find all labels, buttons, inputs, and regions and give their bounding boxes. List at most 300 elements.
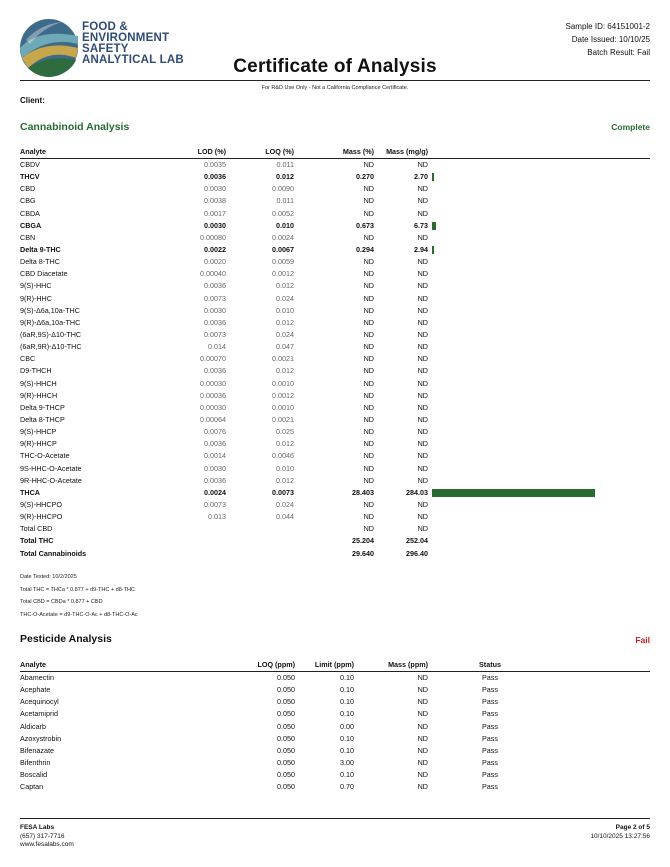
loq-value: 0.010 [276, 463, 294, 473]
cannabinoid-notes [20, 571, 138, 621]
col-analyte: Analyte [20, 147, 46, 156]
pesticide-section-title: Pesticide Analysis [20, 633, 112, 645]
cannabinoid-row [20, 450, 650, 462]
loq-value: 0.024 [276, 329, 294, 339]
cannabinoid-row [20, 280, 650, 292]
analyte-name: CBD Diacetate [20, 269, 68, 279]
mass-pct-value: ND [363, 342, 374, 352]
mass-mg-value: ND [417, 208, 428, 218]
mass-mg-value: ND [417, 232, 428, 242]
analyte-name: Acetamiprid [20, 709, 58, 719]
mass-mg-value: ND [417, 257, 428, 267]
loq-value: 0.0046 [272, 451, 294, 461]
mass-bar [432, 246, 434, 254]
limit-value: 0.70 [340, 782, 354, 792]
pesticide-row [20, 696, 650, 708]
pesticide-row [20, 708, 650, 720]
date-tested: Date Tested: 10/2/2025 [20, 574, 77, 580]
limit-value: 0.10 [340, 697, 354, 707]
status-value: Pass [482, 757, 498, 767]
col-status: Status [479, 660, 501, 669]
pesticide-row [20, 745, 650, 757]
cannabinoid-row [20, 268, 650, 280]
mass-mg-value: ND [417, 451, 428, 461]
mass-mg-value: ND [417, 160, 428, 169]
mass-mg-value: ND [417, 512, 428, 522]
lod-value: 0.0036 [204, 366, 226, 376]
mass-pct-value: ND [363, 463, 374, 473]
lod-value: 0.0020 [204, 257, 226, 267]
analyte-name: Acequinocyl [20, 697, 59, 707]
loq-value: 0.024 [276, 293, 294, 303]
cannabinoid-row [20, 171, 650, 183]
cannabinoid-row [20, 402, 650, 414]
lod-value: 0.0073 [204, 329, 226, 339]
footer-timestamp: 10/10/2025 13:27:56 [590, 832, 650, 840]
lod-value: 0.0030 [204, 463, 226, 473]
loq-value: 0.050 [277, 721, 295, 731]
mass-pct-value: ND [363, 354, 374, 364]
lod-value: 0.0038 [204, 196, 226, 206]
loq-value: 0.0073 [272, 487, 294, 497]
cannabinoid-row [20, 220, 650, 232]
limit-value: 3.00 [340, 757, 354, 767]
mass-pct-value: ND [363, 366, 374, 376]
status-value: Pass [482, 733, 498, 743]
lod-value: 0.0036 [204, 172, 226, 182]
mass-pct-value: ND [363, 524, 374, 534]
mass-mg-value: 252.04 [406, 536, 428, 546]
loq-value: 0.0090 [272, 184, 294, 194]
mass-mg-value: ND [417, 196, 428, 206]
lod-value: 0.0036 [204, 281, 226, 291]
analyte-name: CBG [20, 196, 36, 206]
loq-value: 0.0010 [272, 378, 294, 388]
loq-value: 0.0067 [272, 244, 294, 254]
mass-pct-value: ND [363, 208, 374, 218]
lod-value: 0.0017 [204, 208, 226, 218]
loq-value: 0.010 [276, 305, 294, 315]
col-loq-ppm: LOQ (ppm) [257, 660, 295, 669]
lod-value: 0.00030 [200, 378, 226, 388]
cannabinoid-row [20, 365, 650, 377]
mass-mg-value: ND [417, 281, 428, 291]
cannabinoid-row [20, 195, 650, 207]
loq-value: 0.0010 [272, 402, 294, 412]
mass-value: ND [417, 782, 428, 792]
pesticide-status: Fail [635, 635, 650, 645]
cannabinoid-rows [20, 159, 650, 560]
mass-bar-track [432, 173, 632, 181]
loq-value: 0.011 [276, 160, 294, 169]
status-value: Pass [482, 673, 498, 682]
loq-value: 0.050 [277, 745, 295, 755]
mass-value: ND [417, 697, 428, 707]
mass-pct-value: ND [363, 232, 374, 242]
logo-text-line-1: FOOD & [82, 21, 128, 33]
mass-pct-value: ND [363, 305, 374, 315]
mass-mg-value: ND [417, 329, 428, 339]
mass-bar-track [432, 222, 632, 230]
pesticide-row [20, 684, 650, 696]
loq-value: 0.010 [276, 220, 294, 230]
limit-value: 0.10 [340, 770, 354, 780]
analyte-name: THC-O-Acetate [20, 451, 70, 461]
mass-mg-value: ND [417, 499, 428, 509]
mass-bar-track [432, 489, 632, 497]
cannabinoid-row [20, 378, 650, 390]
status-value: Pass [482, 782, 498, 792]
mass-pct-value: ND [363, 329, 374, 339]
mass-mg-value: ND [417, 427, 428, 437]
mass-pct-value: ND [363, 184, 374, 194]
col-mass-mg: Mass (mg/g) [386, 147, 428, 156]
loq-value: 0.050 [277, 709, 295, 719]
limit-value: 0.10 [340, 685, 354, 695]
cannabinoid-row [20, 353, 650, 365]
lod-value: 0.00070 [200, 354, 226, 364]
col-lod: LOD (%) [197, 147, 226, 156]
sample-id: Sample ID: 64151001-2 [565, 22, 650, 31]
mass-pct-value: 25.204 [352, 536, 374, 546]
analyte-name: THCA [20, 487, 40, 497]
cannabinoid-table [20, 147, 650, 560]
loq-value: 0.050 [277, 770, 295, 780]
lod-value: 0.0036 [204, 317, 226, 327]
cannabinoid-row [20, 475, 650, 487]
pesticide-table-header [20, 660, 650, 672]
loq-value: 0.0012 [272, 390, 294, 400]
loq-value: 0.012 [276, 366, 294, 376]
footer-phone: (657) 317-7716 [20, 832, 65, 840]
cannabinoid-row [20, 208, 650, 220]
col-limit-ppm: Limit (ppm) [314, 660, 354, 669]
loq-value: 0.024 [276, 499, 294, 509]
cannabinoid-row [20, 244, 650, 256]
loq-value: 0.050 [277, 697, 295, 707]
cannabinoid-status: Complete [611, 122, 650, 132]
analyte-name: 9(R)-Δ6a,10a-THC [20, 317, 81, 327]
analyte-name: CBN [20, 232, 36, 242]
loq-value: 0.050 [277, 782, 295, 792]
status-value: Pass [482, 770, 498, 780]
lod-value: 0.00030 [200, 402, 226, 412]
lod-value: 0.013 [208, 512, 226, 522]
mass-pct-value: 0.270 [356, 172, 374, 182]
pesticide-row [20, 781, 650, 793]
analyte-name: 9(R)-HHCH [20, 390, 58, 400]
col-mass-ppm: Mass (ppm) [388, 660, 428, 669]
limit-value: 0.10 [340, 673, 354, 682]
pesticide-rows [20, 672, 650, 793]
loq-value: 0.012 [276, 439, 294, 449]
analyte-name: 9(R)-HHCP [20, 439, 57, 449]
footer-lab-name: FESA Labs [20, 824, 55, 831]
lod-value: 0.0014 [204, 451, 226, 461]
analyte-name: 9S-HHC-O-Acetate [20, 463, 82, 473]
analyte-name: 9(S)-HHC [20, 281, 52, 291]
mass-pct-value: ND [363, 160, 374, 169]
footer-website: www.fesalabs.com [20, 841, 74, 848]
mass-value: ND [417, 673, 428, 682]
mass-pct-value: ND [363, 317, 374, 327]
mass-pct-value: ND [363, 439, 374, 449]
mass-mg-value: ND [417, 184, 428, 194]
mass-mg-value: ND [417, 366, 428, 376]
status-value: Pass [482, 709, 498, 719]
cannabinoid-row [20, 159, 650, 171]
total-cbd-formula: Total CBD = CBDa * 0.877 + CBD [20, 599, 103, 605]
mass-mg-value: ND [417, 378, 428, 388]
mass-mg-value: ND [417, 463, 428, 473]
mass-pct-value: 0.673 [356, 220, 374, 230]
loq-value: 0.044 [276, 512, 294, 522]
cannabinoid-row [20, 438, 650, 450]
analyte-name: CBDA [20, 208, 40, 218]
logo-text-line-2: ENVIRONMENT [82, 32, 170, 44]
limit-value: 0.10 [340, 733, 354, 743]
lod-value: 0.014 [208, 342, 226, 352]
cannabinoid-row [20, 414, 650, 426]
col-mass-pct: Mass (%) [342, 147, 374, 156]
lod-value: 0.0073 [204, 293, 226, 303]
loq-value: 0.012 [276, 317, 294, 327]
footer-divider [20, 818, 650, 819]
analyte-name: Delta 8-THCP [20, 414, 65, 424]
status-value: Pass [482, 697, 498, 707]
cannabinoid-row [20, 390, 650, 402]
mass-mg-value: ND [417, 342, 428, 352]
limit-value: 0.10 [340, 709, 354, 719]
analyte-name: CBDV [20, 160, 40, 169]
lod-value: 0.0024 [204, 487, 226, 497]
header-divider [20, 80, 650, 81]
analyte-name: 9(S)-Δ6a,10a-THC [20, 305, 80, 315]
mass-value: ND [417, 745, 428, 755]
mass-value: ND [417, 757, 428, 767]
lod-value: 0.0036 [204, 439, 226, 449]
analyte-name: Total Cannabinoids [20, 548, 87, 558]
mass-pct-value: ND [363, 390, 374, 400]
limit-value: 0.10 [340, 745, 354, 755]
analyte-name: CBC [20, 354, 36, 364]
lod-value: 0.0030 [204, 184, 226, 194]
pesticide-row [20, 733, 650, 745]
mass-mg-value: 296.40 [406, 548, 428, 558]
mass-mg-value: 2.94 [414, 244, 428, 254]
pesticide-row [20, 757, 650, 769]
mass-pct-value: ND [363, 499, 374, 509]
pesticide-row [20, 769, 650, 781]
cannabinoid-row [20, 523, 650, 535]
cannabinoid-row [20, 499, 650, 511]
analyte-name: Delta 9-THCP [20, 402, 65, 412]
mass-mg-value: ND [417, 269, 428, 279]
cannabinoid-row [20, 232, 650, 244]
mass-pct-value: ND [363, 196, 374, 206]
pesticide-table [20, 660, 650, 793]
analyte-name: 9R-HHC-O-Acetate [20, 475, 82, 485]
analyte-name: Total CBD [20, 524, 53, 534]
cannabinoid-row [20, 487, 650, 499]
loq-value: 0.050 [277, 757, 295, 767]
mass-pct-value: 0.294 [356, 244, 374, 254]
mass-pct-value: ND [363, 427, 374, 437]
mass-mg-value: ND [417, 439, 428, 449]
mass-mg-value: ND [417, 293, 428, 303]
analyte-name: Total THC [20, 536, 54, 546]
analyte-name: Delta 8-THC [20, 257, 60, 267]
cannabinoid-row [20, 317, 650, 329]
pesticide-row [20, 672, 650, 684]
page-number: Page 2 of 5 [615, 824, 650, 831]
analyte-name: Captan [20, 782, 44, 792]
status-value: Pass [482, 721, 498, 731]
mass-mg-value: ND [417, 414, 428, 424]
mass-pct-value: ND [363, 378, 374, 388]
client-label: Client: [20, 96, 45, 105]
date-issued: Date Issued: 10/10/25 [571, 35, 650, 44]
mass-bar [432, 489, 595, 497]
loq-value: 0.011 [276, 196, 294, 206]
lod-value: 0.0022 [204, 244, 226, 254]
loq-value: 0.0021 [272, 414, 294, 424]
mass-value: ND [417, 733, 428, 743]
loq-value: 0.050 [277, 733, 295, 743]
logo-text-line-4: ANALYTICAL LAB [82, 54, 184, 66]
limit-value: 0.00 [340, 721, 354, 731]
cannabinoid-row [20, 548, 650, 560]
mass-value: ND [417, 721, 428, 731]
cannabinoid-section-title: Cannabinoid Analysis [20, 121, 130, 133]
loq-value: 0.025 [276, 427, 294, 437]
mass-pct-value: ND [363, 281, 374, 291]
analyte-name: Azoxystrobin [20, 733, 62, 743]
mass-value: ND [417, 685, 428, 695]
mass-mg-value: 284.03 [406, 487, 428, 497]
lod-value: 0.0030 [204, 305, 226, 315]
col-analyte: Analyte [20, 660, 46, 669]
mass-pct-value: ND [363, 269, 374, 279]
cannabinoid-row [20, 305, 650, 317]
status-value: Pass [482, 745, 498, 755]
mass-mg-value: ND [417, 354, 428, 364]
thc-o-acetate-formula: THC-O-Acetate = d9-THC-O-Ac + d8-THC-O-Ac [20, 611, 138, 618]
cannabinoid-row [20, 329, 650, 341]
analyte-name: THCV [20, 172, 40, 182]
analyte-name: Acephate [20, 685, 51, 695]
mass-mg-value: ND [417, 317, 428, 327]
mass-value: ND [417, 709, 428, 719]
lod-value: 0.0076 [204, 427, 226, 437]
loq-value: 0.047 [276, 342, 294, 352]
batch-result: Batch Result: Fail [587, 48, 650, 57]
cannabinoid-row [20, 183, 650, 195]
mass-mg-value: 6.73 [414, 220, 428, 230]
loq-value: 0.0021 [272, 354, 294, 364]
lod-value: 0.00036 [200, 390, 226, 400]
analyte-name: Bifenazate [20, 745, 54, 755]
lod-value: 0.0030 [204, 220, 226, 230]
analyte-name: Aldicarb [20, 721, 46, 731]
mass-pct-value: ND [363, 402, 374, 412]
mass-mg-value: 2.70 [414, 172, 428, 182]
mass-pct-value: ND [363, 475, 374, 485]
rd-use-note: For R&D Use Only - Not a California Compliance Certificate. [261, 85, 409, 91]
analyte-name: CBGA [20, 220, 42, 230]
mass-pct-value: ND [363, 293, 374, 303]
analyte-name: Boscalid [20, 770, 48, 780]
mass-pct-value: 28.403 [352, 487, 374, 497]
loq-value: 0.012 [276, 281, 294, 291]
lod-value: 0.0035 [204, 160, 226, 169]
loq-value: 0.0052 [272, 208, 294, 218]
mass-bar-track [432, 246, 632, 254]
col-loq: LOQ (%) [265, 147, 294, 156]
lod-value: 0.00064 [200, 414, 226, 424]
mass-pct-value: ND [363, 414, 374, 424]
loq-value: 0.0059 [272, 257, 294, 267]
cannabinoid-row [20, 463, 650, 475]
footer-page-info [590, 824, 650, 841]
mass-bar [432, 222, 436, 230]
cannabinoid-row [20, 511, 650, 523]
mass-bar [432, 173, 434, 181]
mass-mg-value: ND [417, 402, 428, 412]
mass-pct-value: ND [363, 451, 374, 461]
sample-info [566, 20, 651, 59]
cannabinoid-row [20, 341, 650, 353]
cannabinoid-row [20, 293, 650, 305]
mass-pct-value: ND [363, 512, 374, 522]
analyte-name: 9(R)-HHC [20, 293, 52, 303]
cannabinoid-row [20, 535, 650, 547]
mass-mg-value: ND [417, 524, 428, 534]
loq-value: 0.0012 [272, 269, 294, 279]
analyte-name: 9(S)-HHCPO [20, 499, 62, 509]
mass-mg-value: ND [417, 475, 428, 485]
analyte-name: (6aR,9R)-Δ10-THC [20, 342, 82, 352]
status-value: Pass [482, 685, 498, 695]
loq-value: 0.050 [277, 685, 295, 695]
cannabinoid-table-header [20, 147, 650, 159]
analyte-name: CBD [20, 184, 36, 194]
analyte-name: 9(R)-HHCPO [20, 512, 63, 522]
loq-value: 0.012 [276, 475, 294, 485]
mass-pct-value: ND [363, 257, 374, 267]
analyte-name: 9(S)-HHCH [20, 378, 57, 388]
pesticide-row [20, 721, 650, 733]
lod-value: 0.00040 [200, 269, 226, 279]
lod-value: 0.00080 [200, 232, 226, 242]
mass-pct-value: 29.640 [352, 548, 374, 558]
cannabinoid-row [20, 426, 650, 438]
mass-mg-value: ND [417, 390, 428, 400]
page-title: Certificate of Analysis [233, 56, 437, 77]
loq-value: 0.050 [277, 673, 295, 682]
analyte-name: (6aR,9S)-Δ10-THC [20, 329, 82, 339]
analyte-name: Bifenthrin [20, 757, 51, 767]
analyte-name: Abamectin [20, 673, 54, 682]
analyte-name: Delta 9-THC [20, 244, 61, 254]
footer-lab-info [20, 824, 74, 850]
cannabinoid-row [20, 256, 650, 268]
lod-value: 0.0073 [204, 499, 226, 509]
analyte-name: D9-THCH [20, 366, 52, 376]
total-thc-formula: Total THC = THCa * 0.877 + d9-THC + d8-THC [20, 586, 135, 593]
lod-value: 0.0036 [204, 475, 226, 485]
logo-text-line-3: SAFETY [82, 43, 129, 55]
